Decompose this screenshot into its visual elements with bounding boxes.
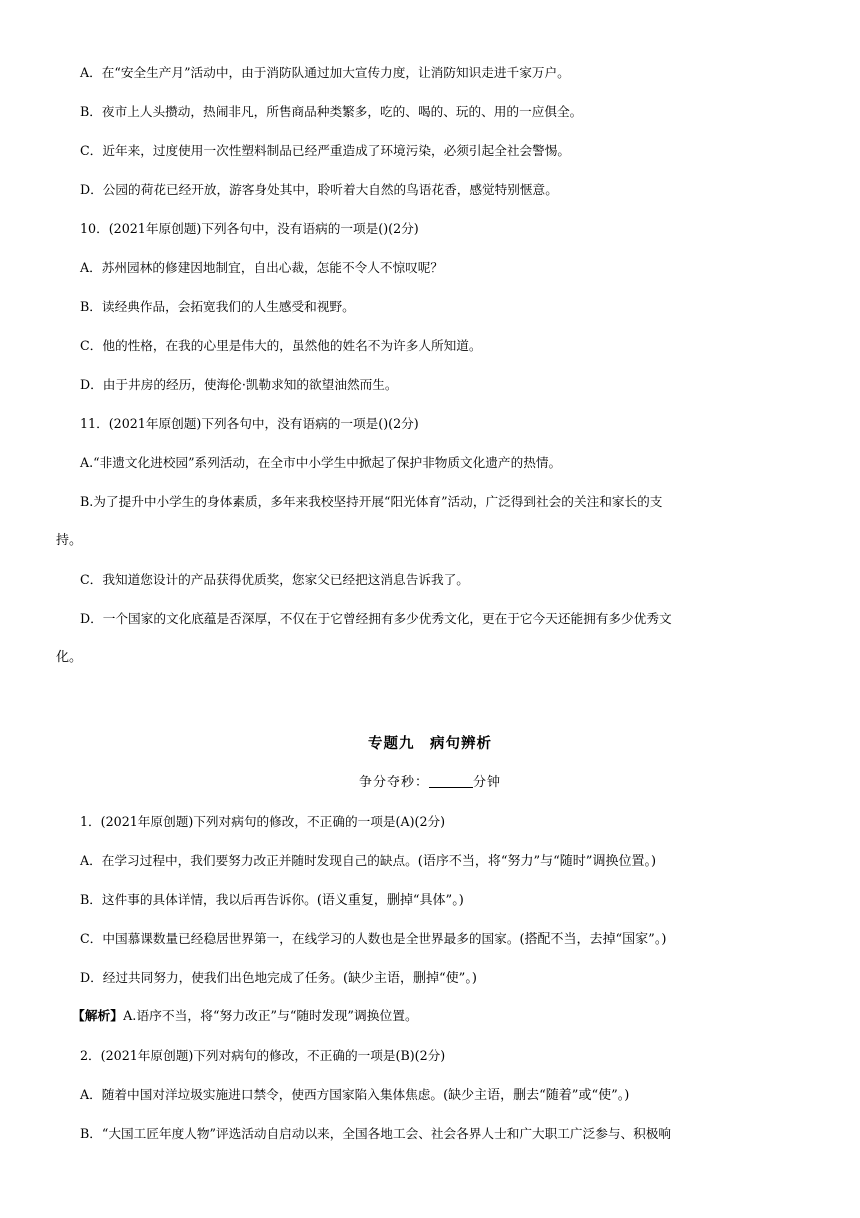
q10-option-b: B．读经典作品，会拓宽我们的人生感受和视野。 [80, 299, 355, 314]
q9-option-b: B．夜市上人头攒动，热闹非凡，所售商品种类繁多，吃的、喝的、玩的、用的一应俱全。 [80, 104, 583, 119]
q2-option-b: B．“大国工匠年度人物”评选活动自启动以来，全国各地工会、社会各界人士和广大职工广泛参与、积极响 [80, 1126, 672, 1141]
q10-option-c: C．他的性格，在我的心里是伟大的，虽然他的姓名不为许多人所知道。 [80, 338, 482, 353]
q11-option-b-line2: 持。 [56, 533, 83, 548]
q2-option-a-text: A．随着中国对洋垃圾实施进口禁令，使西方国家陷入集体焦虑。 [80, 1087, 444, 1102]
q1-option-b-note: (语义重复，删掉“具体”。) [316, 893, 464, 908]
q11-option-d-line2: 化。 [56, 650, 83, 665]
q1-option-d-note: (缺少主语，删掉“使”。) [342, 971, 477, 986]
q2-option-a-note: (缺少主语，删去“随着”或“使”。) [443, 1088, 630, 1103]
q1-option-c [0, 929, 860, 950]
q9-option-d: D．公园的荷花已经开放，游客身处其中，聆听着大自然的鸟语花香，感觉特别惬意。 [80, 182, 558, 197]
analysis-text: A.语序不当，将“努力改正”与“随时发现”调换位置。 [123, 1009, 418, 1024]
q1-option-a [0, 851, 860, 872]
q1-stem: 1．(2021年原创题)下列对病句的修改，不正确的一项是(A)(2分) [80, 814, 446, 829]
section-subtitle [0, 773, 860, 793]
time-blank [429, 773, 473, 788]
subtitle-prefix: 争分夺秒： [358, 775, 429, 790]
q1-option-a-text: A．在学习过程中，我们要努力改正并随时发现自己的缺点。 [80, 853, 418, 868]
q1-option-d-text: D．经过共同努力，使我们出色地完成了任务。 [80, 970, 343, 985]
q2-stem: 2．(2021年原创题)下列对病句的修改，不正确的一项是(B)(2分) [80, 1048, 446, 1063]
q1-option-b-text: B．这件事的具体详情，我以后再告诉你。 [80, 892, 317, 907]
q11-option-a: A.“非遗文化进校园”系列活动，在全市中小学生中掀起了保护非物质文化遗产的热情。 [80, 455, 562, 470]
analysis-label: 【解析】 [72, 1009, 124, 1024]
q11-option-d-line1: D．一个国家的文化底蕴是否深厚，不仅在于它曾经拥有多少优秀文化，更在于它今天还能拥有多少优秀文 [80, 611, 672, 626]
q10-option-d: D．由于井房的经历，使海伦·凯勒求知的欲望油然而生。 [80, 377, 398, 392]
q1-option-b [0, 890, 860, 911]
subtitle-suffix: 分钟 [473, 775, 502, 790]
q1-option-d [0, 968, 860, 989]
section-title: 专题九 病句辨析 [368, 736, 492, 752]
q9-option-c: C．近年来，过度使用一次性塑料制品已经严重造成了环境污染，必须引起全社会警惕。 [80, 143, 571, 158]
q11-stem: 11．(2021年原创题)下列各句中，没有语病的一项是()(2分) [80, 416, 419, 431]
q10-stem: 10．(2021年原创题)下列各句中，没有语病的一项是()(2分) [80, 221, 419, 236]
q1-option-c-note: (搭配不当，去掉“国家”。) [519, 932, 667, 947]
q1-option-c-text: C．中国慕课数量已经稳居世界第一，在线学习的人数也是全世界最多的国家。 [80, 931, 520, 946]
q9-option-a: A．在“安全生产月”活动中，由于消防队通过加大宣传力度，让消防知识走进千家万户。 [80, 65, 570, 80]
q11-option-b-line1: B.为了提升中小学生的身体素质，多年来我校坚持开展“阳光体育”活动，广泛得到社会的关注和家长的支 [80, 494, 663, 509]
q2-option-a [0, 1085, 860, 1106]
q10-option-a: A．苏州园林的修建因地制宜，自出心裁，怎能不令人不惊叹呢？ [80, 260, 444, 275]
q11-option-c: C．我知道您设计的产品获得优质奖，您家父已经把这消息告诉我了。 [80, 572, 469, 587]
q1-option-a-note: (语序不当，将“努力”与“随时”调换位置。) [417, 854, 657, 869]
q1-analysis [0, 1007, 860, 1027]
